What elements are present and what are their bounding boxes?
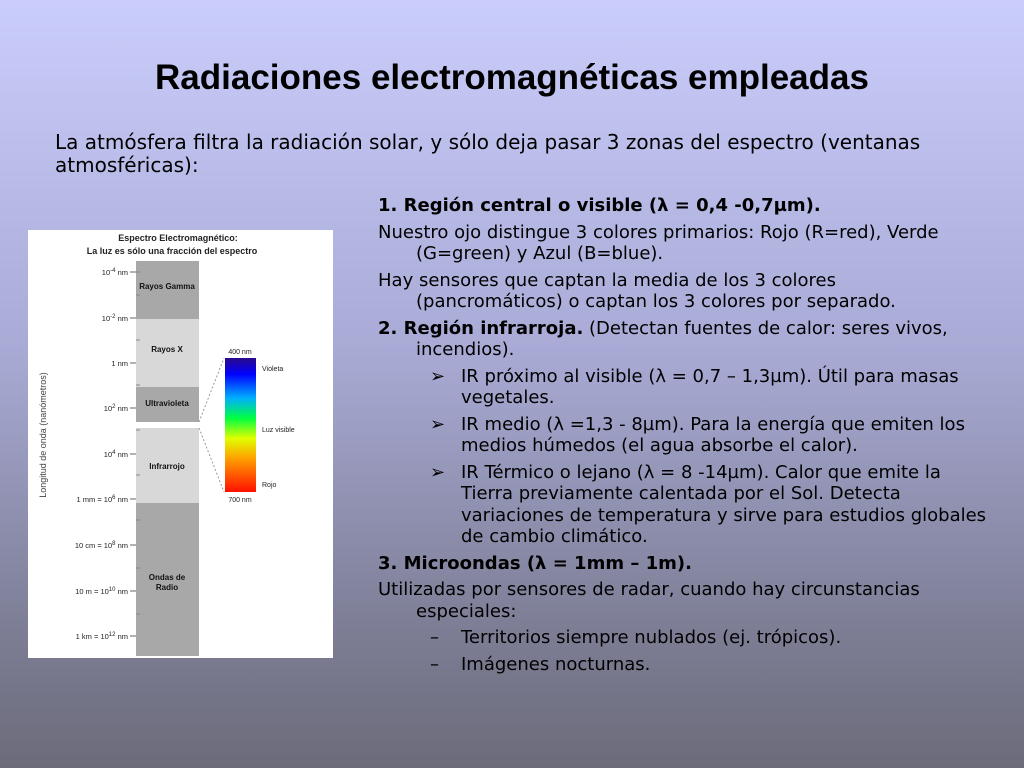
band-label-radio-2: Radio — [155, 583, 179, 592]
microwave-paragraph: Utilizadas por sensores de radar, cuando hay circunstancias especiales: — [378, 579, 920, 622]
ir-list — [378, 366, 988, 548]
slide-title: Radiaciones electromagnéticas empleadas — [155, 58, 869, 97]
axis-label: Longitud de onda (nanómetros) — [38, 372, 48, 498]
tick-label: 10 cm = $10^8$ nm — [74, 541, 128, 550]
ir-item-text: IR medio (λ =1,3 - 8µm). Para la energía que emiten los medios húmedos (el agua absorbe el calor). — [461, 413, 965, 456]
tick-label: $10^2$ nm — [103, 404, 128, 413]
eye-paragraph: Nuestro ojo distingue 3 colores primarios: Rojo (R=red), Verde (G=green) y Azul (B=blue). — [378, 221, 939, 264]
ir-item-thermal — [378, 462, 988, 548]
tick-label: $10^{-2}$ nm — [101, 314, 128, 323]
region-3-heading — [378, 553, 988, 575]
band-label-ir: Infrarrojo — [149, 462, 185, 471]
band-label-x: Rayos X — [151, 345, 183, 354]
band-label-gamma: Rayos Gamma — [139, 282, 195, 291]
spectrum-diagram — [28, 230, 333, 658]
arrow-bullet-icon: ➢ — [430, 413, 446, 435]
region-1-heading — [378, 195, 988, 217]
tick-label: 1 nm — [111, 359, 128, 368]
microwave-item — [378, 654, 988, 676]
region-2-text: (Detectan fuentes de calor: seres vivos, incendios). — [416, 317, 948, 360]
region-2-heading: 2. Región infrarroja. — [378, 317, 584, 339]
content-body — [378, 195, 988, 680]
region-3-heading-text: 3. Microondas (λ = 1mm – 1m). — [378, 552, 692, 574]
tick-label: 1 mm = $10^6$ nm — [76, 495, 128, 504]
band-label-uv: Ultravioleta — [145, 399, 189, 408]
spectrum-svg — [28, 230, 333, 658]
microwave-item-text: Imágenes nocturnas. — [461, 653, 651, 675]
visible-label-red: Rojo — [262, 482, 277, 489]
visible-spectrum-bar — [225, 358, 256, 492]
ir-item-near — [378, 366, 988, 409]
region-1-heading-text: 1. Región central o visible (λ = 0,4 -0,7µm). — [378, 195, 821, 216]
microwave-item — [378, 627, 988, 649]
visible-label-violet: Violeta — [262, 366, 284, 373]
arrow-bullet-icon: ➢ — [430, 365, 446, 387]
ir-item-text: IR Térmico o lejano (λ = 8 -14µm). Calor que emite la Tierra previamente calentada por el Sol. Detecta variaciones de temperatura y sirve para estudios globales de cambio climático. — [461, 461, 987, 547]
visible-bottom-label: 700 nm — [228, 497, 252, 504]
microwave-item-text: Territorios siempre nublados (ej. trópicos). — [461, 627, 842, 648]
sensors-paragraph: Hay sensores que captan la media de los 3 colores (pancromáticos) o captan los 3 colores por separado. — [378, 269, 896, 312]
zoom-line-bottom — [199, 428, 224, 492]
visible-label-light: Luz visible — [262, 427, 295, 434]
zoom-line-top — [199, 358, 224, 422]
visible-top-label: 400 nm — [228, 349, 252, 356]
region-2-paragraph — [378, 318, 988, 361]
band-visible — [136, 422, 199, 428]
dash-bullet: – — [430, 653, 439, 675]
tick-label: $10^{-4}$ nm — [101, 268, 128, 277]
tick-label: 10 $m = 10^{10}$ nm — [75, 587, 128, 596]
major-ticks — [130, 272, 136, 636]
band-label-radio-1: Ondas de — [148, 573, 186, 582]
ir-item-text: IR próximo al visible (λ = 0,7 – 1,3µm). Útil para masas vegetales. — [461, 365, 959, 408]
tick-label: $10^4$ nm — [103, 450, 128, 459]
tick-label: 1 km = $10^{12}$ nm — [75, 632, 128, 641]
diagram-title-1: Espectro Electromagnético: — [118, 233, 238, 243]
dash-bullet: – — [430, 627, 439, 648]
intro-text: La atmósfera filtra la radiación solar, y sólo deja pasar 3 zonas del espectro (ventanas atmosféricas): — [55, 130, 921, 177]
ir-item-mid — [378, 414, 988, 457]
arrow-bullet-icon: ➢ — [430, 461, 446, 483]
diagram-title-2: La luz es sólo una fracción del espectro — [86, 246, 258, 256]
microwave-list — [378, 627, 988, 675]
